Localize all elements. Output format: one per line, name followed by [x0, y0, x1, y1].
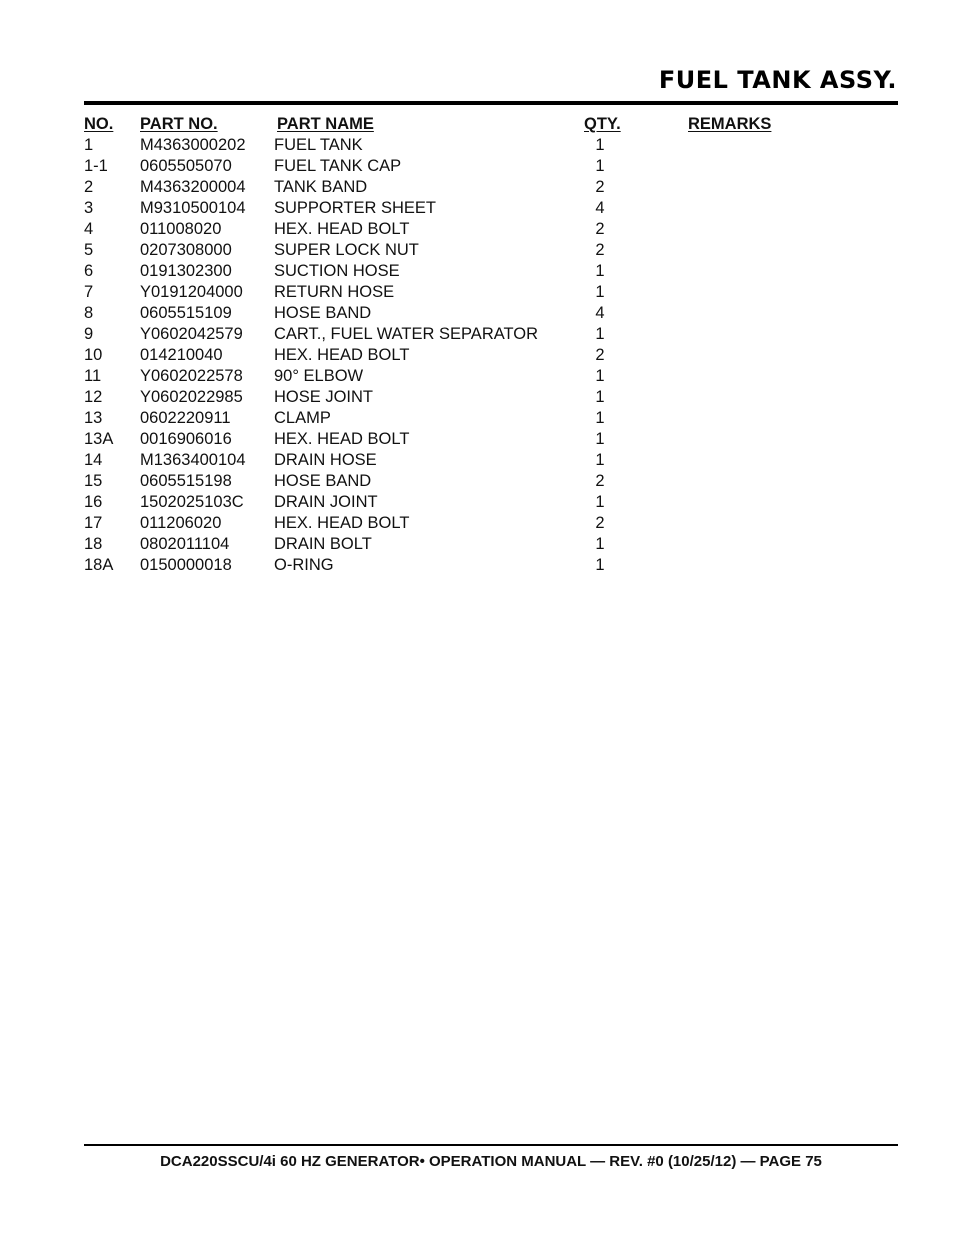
- cell-no: 18A: [84, 556, 114, 574]
- cell-part-name: HEX. HEAD BOLT: [274, 430, 410, 448]
- cell-no: 17: [84, 514, 103, 532]
- cell-part-name: HEX. HEAD BOLT: [274, 514, 410, 532]
- cell-part-name: RETURN HOSE: [274, 283, 395, 301]
- cell-qty: 1: [595, 556, 605, 574]
- cell-part-no: 0605505070: [140, 157, 232, 175]
- cell-part-no: 011008020: [140, 220, 222, 238]
- cell-part-name: SUPER LOCK NUT: [274, 241, 419, 259]
- table-row: [84, 513, 864, 534]
- cell-part-no: 0802011104: [140, 535, 230, 553]
- parts-table: [84, 114, 864, 576]
- cell-part-name: SUCTION HOSE: [274, 262, 400, 280]
- cell-part-name: HEX. HEAD BOLT: [274, 220, 410, 238]
- cell-part-name: TANK BAND: [274, 178, 368, 196]
- cell-no: 6: [84, 262, 94, 280]
- table-header-row: [84, 114, 864, 135]
- cell-no: 1-1: [84, 157, 108, 175]
- cell-qty: 1: [595, 451, 605, 469]
- cell-part-name: DRAIN JOINT: [274, 493, 378, 511]
- cell-part-name: DRAIN HOSE: [274, 451, 377, 469]
- cell-no: 2: [84, 178, 94, 196]
- table-row: [84, 156, 864, 177]
- table-row: [84, 450, 864, 471]
- cell-qty: 1: [595, 262, 605, 280]
- cell-part-no: Y0191204000: [140, 283, 243, 301]
- column-header-remarks: REMARKS: [688, 115, 772, 133]
- cell-part-name: DRAIN BOLT: [274, 535, 372, 553]
- table-row: [84, 534, 864, 555]
- cell-part-no: 0605515109: [140, 304, 232, 322]
- cell-part-name: CLAMP: [274, 409, 331, 427]
- table-row: [84, 471, 864, 492]
- cell-part-no: 0150000018: [140, 556, 232, 574]
- cell-no: 3: [84, 199, 94, 217]
- cell-qty: 1: [595, 157, 605, 175]
- cell-part-name: 90° ELBOW: [274, 367, 364, 385]
- footer-divider: [84, 1144, 898, 1146]
- cell-part-no: M1363400104: [140, 451, 246, 469]
- table-row: [84, 303, 864, 324]
- column-header-no: NO.: [84, 115, 114, 133]
- cell-qty: 4: [595, 304, 605, 322]
- cell-part-no: M4363000202: [140, 136, 246, 154]
- table-row: [84, 219, 864, 240]
- table-row: [84, 240, 864, 261]
- table-row: [84, 135, 864, 156]
- cell-qty: 1: [595, 430, 605, 448]
- cell-part-name: HEX. HEAD BOLT: [274, 346, 410, 364]
- cell-part-name: O-RING: [274, 556, 334, 574]
- cell-no: 18: [84, 535, 103, 553]
- cell-qty: 2: [595, 241, 605, 259]
- table-row: [84, 345, 864, 366]
- table-row: [84, 429, 864, 450]
- cell-part-name: HOSE JOINT: [274, 388, 374, 406]
- table-row: [84, 408, 864, 429]
- cell-part-no: 014210040: [140, 346, 223, 364]
- cell-part-name: HOSE BAND: [274, 472, 372, 490]
- page-footer: DCA220SSCU/4i 60 HZ GENERATOR• OPERATION MANUAL — REV. #0 (10/25/12) — PAGE 75: [160, 1153, 822, 1170]
- table-row: [84, 387, 864, 408]
- cell-no: 1: [84, 136, 94, 154]
- cell-qty: 4: [595, 199, 605, 217]
- column-header-part-no: PART NO.: [140, 115, 218, 133]
- cell-part-no: 0016906016: [140, 430, 232, 448]
- cell-part-name: FUEL TANK CAP: [274, 157, 402, 175]
- cell-qty: 1: [595, 367, 605, 385]
- cell-part-no: 0602220911: [140, 409, 231, 427]
- cell-no: 12: [84, 388, 103, 406]
- cell-part-name: HOSE BAND: [274, 304, 372, 322]
- cell-no: 7: [84, 283, 94, 301]
- cell-part-no: 011206020: [140, 514, 222, 532]
- table-row: [84, 492, 864, 513]
- cell-part-no: 1502025103C: [140, 493, 244, 511]
- table-row: [84, 198, 864, 219]
- cell-qty: 1: [595, 409, 605, 427]
- cell-qty: 1: [595, 535, 605, 553]
- cell-part-no: 0207308000: [140, 241, 232, 259]
- cell-part-no: 0191302300: [140, 262, 232, 280]
- cell-part-name: FUEL TANK: [274, 136, 363, 154]
- cell-qty: 2: [595, 346, 605, 364]
- cell-no: 4: [84, 220, 94, 238]
- cell-qty: 2: [595, 220, 605, 238]
- cell-no: 11: [84, 367, 102, 385]
- cell-part-no: Y0602022578: [140, 367, 243, 385]
- table-row: [84, 555, 864, 576]
- cell-no: 8: [84, 304, 94, 322]
- table-row: [84, 177, 864, 198]
- cell-part-no: 0605515198: [140, 472, 232, 490]
- cell-part-no: M4363200004: [140, 178, 246, 196]
- cell-no: 9: [84, 325, 94, 343]
- column-header-qty: QTY.: [584, 115, 621, 133]
- cell-part-no: Y0602042579: [140, 325, 243, 343]
- cell-part-no: Y0602022985: [140, 388, 243, 406]
- table-body: [84, 135, 864, 576]
- table-row: [84, 282, 864, 303]
- cell-part-name: SUPPORTER SHEET: [274, 199, 436, 217]
- cell-part-name: CART., FUEL WATER SEPARATOR: [274, 325, 539, 343]
- cell-part-no: M9310500104: [140, 199, 246, 217]
- page-title: FUEL TANK ASSY.: [658, 66, 897, 94]
- cell-qty: 1: [595, 136, 605, 154]
- cell-qty: 1: [595, 493, 605, 511]
- cell-no: 16: [84, 493, 103, 511]
- cell-no: 13A: [84, 430, 114, 448]
- cell-no: 10: [84, 346, 103, 364]
- cell-no: 5: [84, 241, 94, 259]
- title-divider: [84, 101, 898, 105]
- cell-qty: 2: [595, 472, 605, 490]
- cell-qty: 1: [595, 325, 605, 343]
- cell-qty: 1: [595, 283, 605, 301]
- table-row: [84, 324, 864, 345]
- cell-qty: 2: [595, 514, 605, 532]
- cell-no: 15: [84, 472, 103, 490]
- table-row: [84, 261, 864, 282]
- cell-qty: 2: [595, 178, 605, 196]
- cell-no: 14: [84, 451, 103, 469]
- cell-no: 13: [84, 409, 103, 427]
- cell-qty: 1: [595, 388, 605, 406]
- column-header-part-name: PART NAME: [277, 115, 374, 133]
- table-row: [84, 366, 864, 387]
